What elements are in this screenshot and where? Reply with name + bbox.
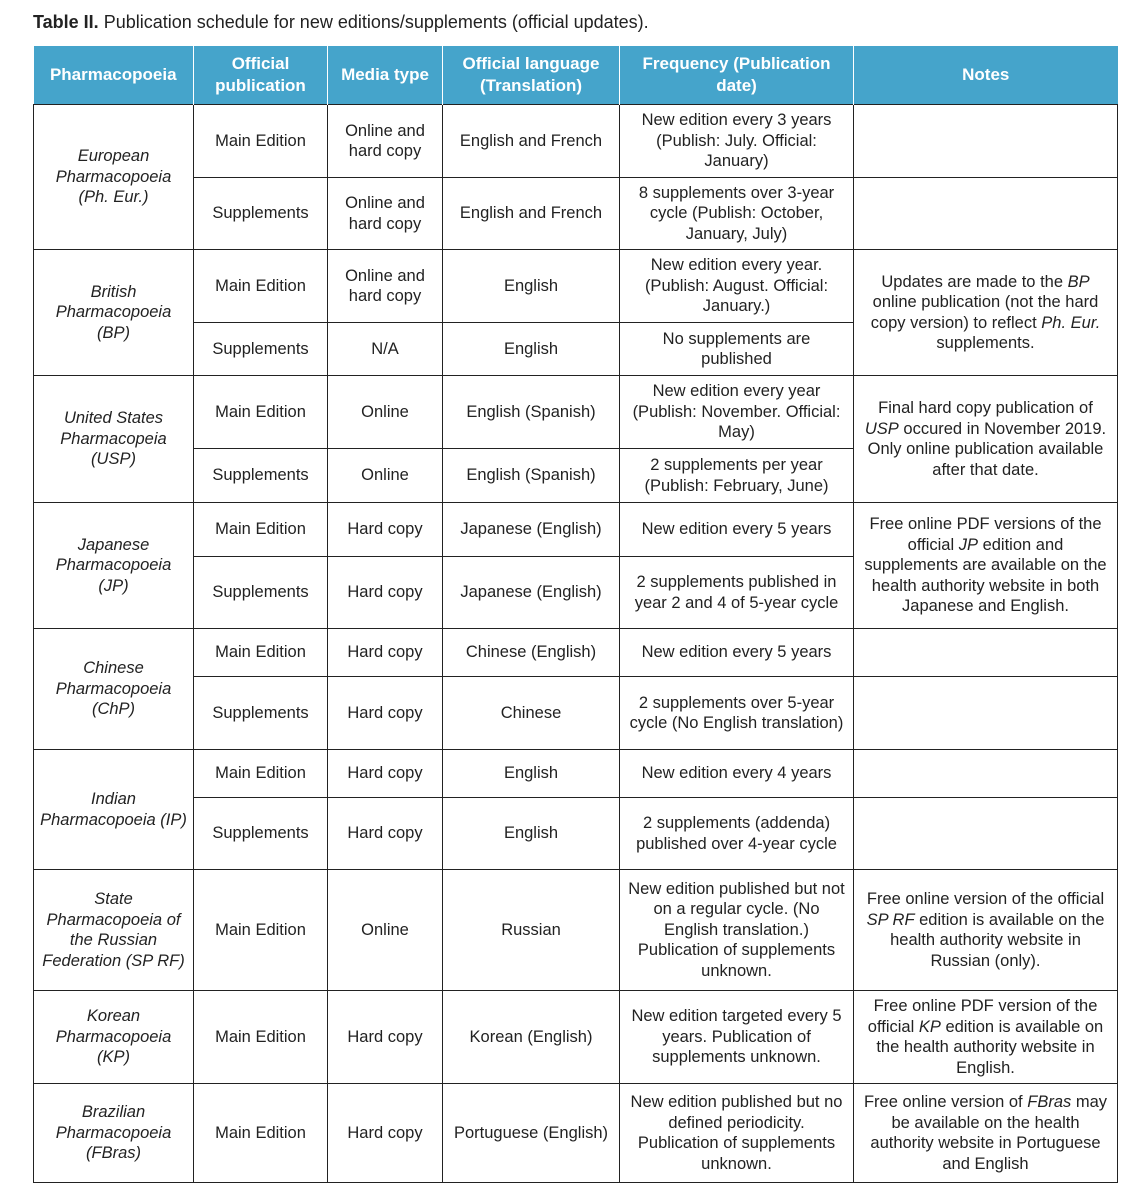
official-language-cell: English and French	[443, 105, 620, 178]
frequency-cell: New edition targeted every 5 years. Publication of supplements unknown.	[620, 991, 854, 1084]
notes-text: may be available on the health authority website in Portuguese and English	[870, 1093, 1108, 1173]
notes-text: KP	[918, 1017, 941, 1036]
notes-cell	[854, 991, 1118, 1084]
notes-text: SP RF	[866, 910, 915, 929]
column-header-frequency: Frequency (Publication date)	[620, 46, 854, 105]
notes-text: edition is available on the health authority website in English.	[876, 1017, 1104, 1077]
notes-cell	[854, 105, 1118, 178]
notes-text: supplements.	[936, 334, 1035, 352]
official-language-cell: Portuguese (English)	[443, 1084, 620, 1183]
pharmacopoeia-name: United States Pharmacopeia (USP)	[34, 376, 194, 503]
header-row	[34, 46, 1118, 105]
media-type-cell: Hard copy	[328, 1084, 443, 1183]
notes-text: BP	[1067, 272, 1090, 291]
frequency-cell: New edition every 5 years	[620, 629, 854, 677]
notes-cell	[854, 629, 1118, 677]
official-publication-cell: Main Edition	[194, 750, 328, 798]
official-publication-cell: Main Edition	[194, 1084, 328, 1183]
frequency-cell: New edition published but no defined periodicity. Publication of supplements unknown.	[620, 1084, 854, 1183]
notes-text: occured in November 2019. Only online publication available after that date.	[867, 419, 1107, 479]
media-type-cell: Online	[328, 870, 443, 991]
frequency-cell: No supplements are published	[620, 323, 854, 376]
frequency-cell: New edition every 4 years	[620, 750, 854, 798]
frequency-cell: New edition every year (Publish: November. Official: May)	[620, 376, 854, 449]
pharmacopoeia-name: Korean Pharmacopoeia (KP)	[34, 991, 194, 1084]
official-publication-cell: Main Edition	[194, 376, 328, 449]
frequency-cell: New edition every year. (Publish: August. Official: January.)	[620, 250, 854, 323]
column-header-pharmacopoeia: Pharmacopoeia	[34, 46, 194, 105]
table-row	[34, 991, 1118, 1084]
notes-cell	[854, 503, 1118, 629]
frequency-cell: 2 supplements (addenda) published over 4-year cycle	[620, 798, 854, 870]
media-type-cell: Hard copy	[328, 991, 443, 1084]
notes-text: JP	[958, 535, 978, 554]
column-header-official-language: Official language (Translation)	[443, 46, 620, 105]
notes-cell	[854, 798, 1118, 870]
official-publication-cell: Main Edition	[194, 250, 328, 323]
official-language-cell: Russian	[443, 870, 620, 991]
official-publication-cell: Supplements	[194, 677, 328, 750]
pharmacopoeia-name: State Pharmacopoeia of the Russian Federation (SP RF)	[34, 870, 194, 991]
official-publication-cell: Supplements	[194, 178, 328, 250]
notes-text: Ph. Eur.	[1041, 313, 1101, 332]
caption-label: Table II.	[33, 12, 99, 32]
frequency-cell: 2 supplements per year (Publish: February, June)	[620, 449, 854, 503]
table-row	[34, 677, 1118, 750]
notes-cell	[854, 1084, 1118, 1183]
official-language-cell: English	[443, 750, 620, 798]
column-header-media-type: Media type	[328, 46, 443, 105]
frequency-cell: New edition every 3 years (Publish: July. Official: January)	[620, 105, 854, 178]
media-type-cell: Online and hard copy	[328, 105, 443, 178]
media-type-cell: Hard copy	[328, 798, 443, 870]
official-language-cell: Chinese	[443, 677, 620, 750]
table-row	[34, 503, 1118, 557]
notes-text: edition is available on the health authority website in Russian (only).	[890, 910, 1105, 970]
notes-text: edition and supplements are available on the health authority website in both Japanese and English.	[864, 535, 1107, 616]
notes-text: Free online PDF versions of the official	[869, 515, 1102, 554]
notes-text: Free online version of the official	[866, 890, 1105, 908]
media-type-cell: Hard copy	[328, 750, 443, 798]
media-type-cell: Online	[328, 449, 443, 503]
media-type-cell: Online and hard copy	[328, 178, 443, 250]
official-publication-cell: Supplements	[194, 449, 328, 503]
notes-text: Free online version of	[863, 1093, 1028, 1111]
table-caption	[33, 12, 649, 33]
table-row	[34, 870, 1118, 991]
notes-text: USP	[864, 419, 899, 438]
table-row	[34, 178, 1118, 250]
official-publication-cell: Supplements	[194, 323, 328, 376]
official-publication-cell: Main Edition	[194, 105, 328, 178]
notes-cell	[854, 376, 1118, 503]
official-language-cell: English (Spanish)	[443, 449, 620, 503]
official-publication-cell: Main Edition	[194, 870, 328, 991]
official-language-cell: English	[443, 798, 620, 870]
official-language-cell: English and French	[443, 178, 620, 250]
notes-cell	[854, 250, 1118, 376]
column-header-notes: Notes	[854, 46, 1118, 105]
pharmacopoeia-name: European Pharmacopoeia (Ph. Eur.)	[34, 105, 194, 250]
frequency-cell: 8 supplements over 3-year cycle (Publish: October, January, July)	[620, 178, 854, 250]
notes-cell	[854, 178, 1118, 250]
pharmacopoeia-name: British Pharmacopoeia (BP)	[34, 250, 194, 376]
official-publication-cell: Main Edition	[194, 629, 328, 677]
official-publication-cell: Supplements	[194, 557, 328, 629]
notes-cell	[854, 677, 1118, 750]
notes-cell	[854, 750, 1118, 798]
pharmacopoeia-name: Indian Pharmacopoeia (IP)	[34, 750, 194, 870]
official-language-cell: Japanese (English)	[443, 503, 620, 557]
table-row	[34, 629, 1118, 677]
frequency-cell: 2 supplements over 5-year cycle (No English translation)	[620, 677, 854, 750]
official-publication-cell: Main Edition	[194, 503, 328, 557]
notes-text: Final hard copy publication of	[878, 399, 1093, 417]
notes-text: Free online PDF version of the official	[867, 997, 1098, 1036]
frequency-cell: New edition every 5 years	[620, 503, 854, 557]
pharmacopoeia-name: Chinese Pharmacopoeia (ChP)	[34, 629, 194, 750]
official-language-cell: English (Spanish)	[443, 376, 620, 449]
official-language-cell: Chinese (English)	[443, 629, 620, 677]
notes-text: Updates are made to the	[881, 272, 1068, 291]
column-header-official-publication: Official publication	[194, 46, 328, 105]
official-language-cell: Japanese (English)	[443, 557, 620, 629]
official-language-cell: Korean (English)	[443, 991, 620, 1084]
official-language-cell: English	[443, 250, 620, 323]
table-row	[34, 105, 1118, 178]
notes-text: online publication (not the hard copy version) to reflect	[870, 293, 1099, 332]
media-type-cell: N/A	[328, 323, 443, 376]
notes-text: FBras	[1027, 1093, 1072, 1111]
media-type-cell: Hard copy	[328, 557, 443, 629]
notes-cell	[854, 870, 1118, 991]
table-row	[34, 250, 1118, 323]
publication-schedule-table	[33, 46, 1118, 1183]
table-row	[34, 376, 1118, 449]
caption-text: Publication schedule for new editions/supplements (official updates).	[98, 12, 649, 32]
table-row	[34, 1084, 1118, 1183]
official-publication-cell: Main Edition	[194, 991, 328, 1084]
pharmacopoeia-name: Japanese Pharmacopoeia (JP)	[34, 503, 194, 629]
frequency-cell: New edition published but not on a regular cycle. (No English translation.) Publication of supplements unknown.	[620, 870, 854, 991]
media-type-cell: Online and hard copy	[328, 250, 443, 323]
pharmacopoeia-name: Brazilian Pharmacopoeia (FBras)	[34, 1084, 194, 1183]
media-type-cell: Hard copy	[328, 677, 443, 750]
official-language-cell: English	[443, 323, 620, 376]
frequency-cell: 2 supplements published in year 2 and 4 of 5-year cycle	[620, 557, 854, 629]
table-row	[34, 798, 1118, 870]
media-type-cell: Hard copy	[328, 629, 443, 677]
official-publication-cell: Supplements	[194, 798, 328, 870]
media-type-cell: Online	[328, 376, 443, 449]
table-row	[34, 750, 1118, 798]
media-type-cell: Hard copy	[328, 503, 443, 557]
